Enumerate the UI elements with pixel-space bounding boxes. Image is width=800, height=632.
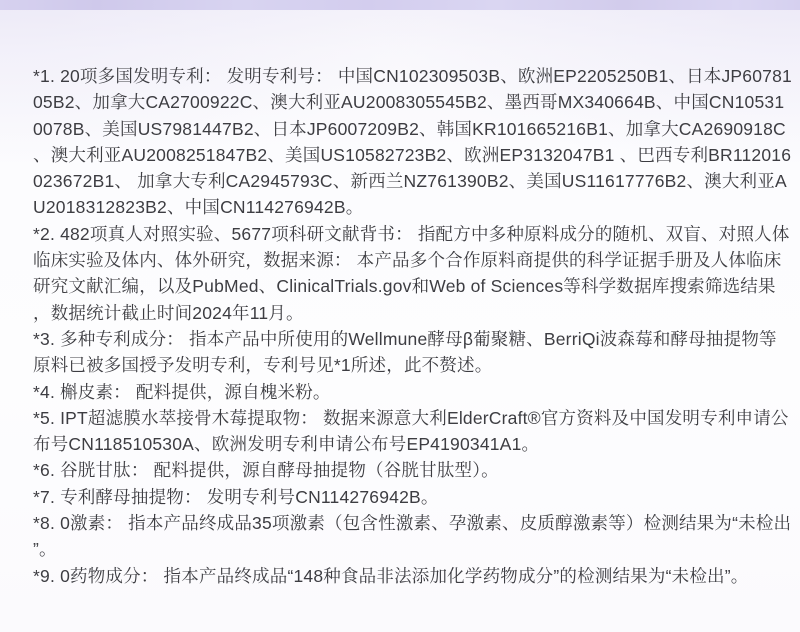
footnote-2: *2. 482项真人对照实验、5677项科研文献背书： 指配方中多种原料成分的随机、双盲、对照人体临床实验及体内、体外研究，数据来源： 本产品多个合作原料商提供的科学证据手册及人体临床研究文献汇编，以及PubMed、ClinicalTrials.gov和Web of Sciences等科学数据库搜索筛选结果，数据统计截止时间2024年11月。	[33, 223, 790, 323]
footnote-8: *8. 0激素： 指本产品终成品35项激素（包含性激素、孕激素、皮质醇激素等）检测结果为“未检出”。	[33, 513, 792, 560]
top-gradient-band	[0, 0, 800, 10]
footnote-5: *5. IPT超滤膜水萃接骨木莓提取物： 数据来源意大利ElderCraft®官方资料及中国发明专利申请公布号CN118510530A、欧洲发明专利申请公布号EP4190341A1。	[33, 407, 789, 455]
footnotes-section	[0, 63, 800, 589]
footnote-1: *1. 20项多国发明专利： 发明专利号： 中国CN102309503B、欧洲EP2205250B1、日本JP6078105B2、加拿大CA2700922C、澳大利亚AU2008305545B2、墨西哥MX340664B、中国CN105310078B、美国US7981447B2、日本JP6007209B2、韩国KR101665216B1、加拿大CA2690918C、澳大利亚AU2008251847B2、美国US10582723B2、欧洲EP3132047B1 、巴西专利BR112016023672B1、 加拿大专利CA2945793C、新西兰NZ761390B2、美国US11617776B2、澳大利亚AU2018312823B2、中国CN114276942B。	[33, 66, 792, 218]
footnote-9: *9. 0药物成分： 指本产品终成品“148种食品非法添加化学药物成分”的检测结果为“未检出”。	[33, 565, 749, 586]
footnote-6: *6. 谷胱甘肽： 配料提供，源自酵母抽提物（谷胱甘肽型）。	[33, 460, 499, 481]
footnote-7: *7. 专利酵母抽提物： 发明专利号CN114276942B。	[33, 486, 439, 507]
footnote-3: *3. 多种专利成分： 指本产品中所使用的Wellmune酵母β葡聚糖、BerriQi波森莓和酵母抽提物等原料已被多国授予发明专利，专利号见*1所述，此不赘述。	[33, 328, 777, 376]
footnote-4: *4. 槲皮素： 配料提供，源自槐米粉。	[33, 381, 331, 402]
